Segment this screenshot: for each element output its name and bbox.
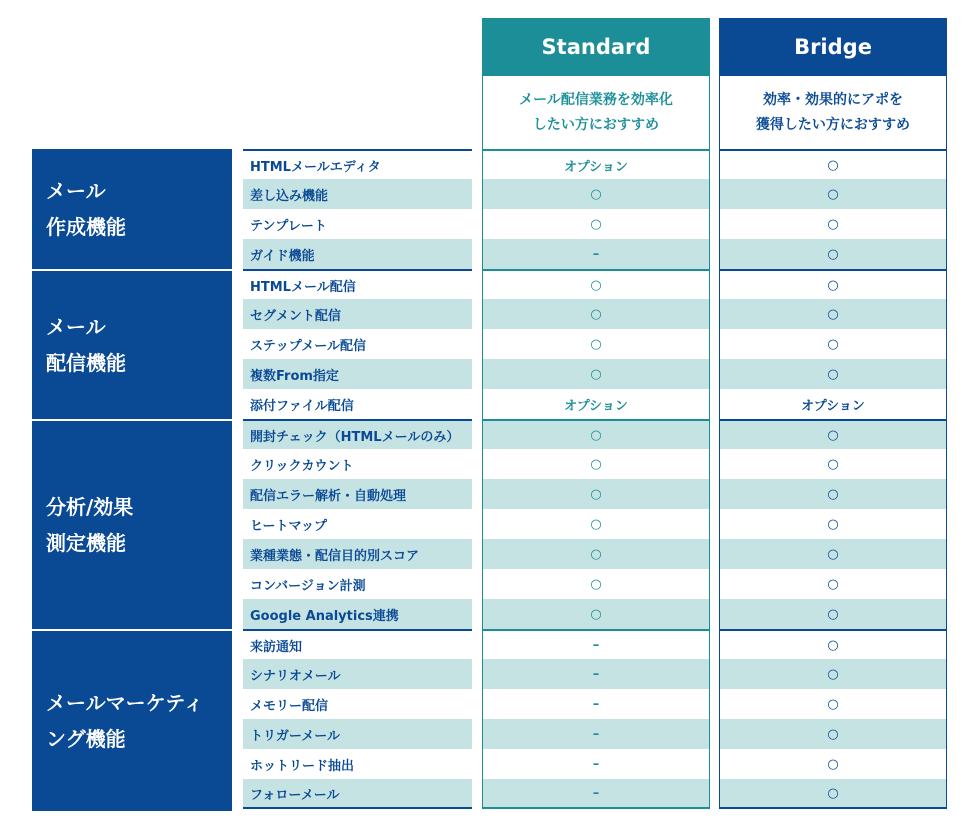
table-row	[0, 359, 980, 389]
bridge-value: ○	[719, 419, 947, 449]
bridge-value: ○	[719, 779, 947, 809]
bridge-value: ○	[719, 299, 947, 329]
bridge-value: ○	[719, 599, 947, 629]
standard-plan-description	[482, 76, 710, 150]
bridge-value: ○	[719, 149, 947, 179]
feature-name: ホットリード抽出	[250, 758, 355, 774]
standard-value: ○	[482, 179, 710, 209]
bridge-plan-description-text: 効率・効果的にアポを 獲得したい方におすすめ	[755, 92, 911, 133]
standard-value: ○	[482, 419, 710, 449]
table-row	[0, 239, 980, 269]
bridge-value: ○	[719, 509, 947, 539]
table-row	[0, 719, 980, 749]
standard-value: ○	[482, 359, 710, 389]
table-row	[0, 539, 980, 569]
bridge-value: ○	[719, 209, 947, 239]
feature-name: ガイド機能	[243, 239, 472, 269]
bridge-value: ○	[719, 569, 947, 599]
feature-name: 添付ファイル配信	[250, 398, 354, 414]
bridge-value: ○	[719, 239, 947, 269]
standard-value: ○	[482, 539, 710, 569]
standard-plan-header	[482, 18, 710, 76]
table-row	[0, 479, 980, 509]
table-row	[0, 599, 980, 629]
bridge-value: ○	[719, 749, 947, 779]
category-label: 分析/効果 測定機能	[46, 495, 134, 555]
standard-value: –	[482, 239, 710, 269]
table-row	[0, 629, 980, 659]
feature-name: セグメント配信	[243, 299, 472, 329]
feature-name: 業種業態・配信目的別スコア	[243, 539, 472, 569]
table-row	[0, 509, 980, 539]
feature-name: メモリー配信	[250, 698, 329, 714]
bridge-value: ○	[719, 659, 947, 689]
table-row	[0, 329, 980, 359]
feature-name: HTMLメール配信	[243, 269, 472, 299]
standard-value: –	[482, 749, 710, 779]
feature-name: コンバージョン計測	[250, 578, 366, 594]
standard-plan-description-text: メール配信業務を効率化 したい方におすすめ	[519, 92, 673, 133]
standard-value: –	[482, 659, 710, 689]
bridge-value: ○	[719, 689, 947, 719]
standard-value: オプション	[482, 389, 710, 419]
table-row	[0, 209, 980, 239]
feature-name: 来訪通知	[243, 629, 472, 659]
feature-name: テンプレート	[250, 218, 327, 234]
bridge-value: ○	[719, 539, 947, 569]
table-row	[0, 419, 980, 449]
category-label: メールマーケティ ング機能	[46, 691, 204, 751]
standard-value: –	[482, 779, 710, 809]
bridge-plan-header	[719, 18, 947, 76]
feature-name: トリガーメール	[243, 719, 472, 749]
feature-name: フォローメール	[243, 779, 472, 809]
category-label: メール 作成機能	[46, 179, 126, 239]
feature-name: クリックカウント	[250, 458, 354, 474]
bridge-value: ○	[719, 269, 947, 299]
bridge-value: ○	[719, 479, 947, 509]
standard-value: ○	[482, 599, 710, 629]
table-row	[0, 659, 980, 689]
feature-name: 配信エラー解析・自動処理	[243, 479, 472, 509]
bridge-value: ○	[719, 719, 947, 749]
standard-value: ○	[482, 449, 710, 479]
feature-name: シナリオメール	[243, 659, 472, 689]
category-label: メール 配信機能	[46, 315, 126, 375]
standard-plan-name: Standard	[541, 35, 651, 59]
table-row	[0, 689, 980, 719]
table-row	[0, 569, 980, 599]
table-row	[0, 179, 980, 209]
feature-name: ステップメール配信	[250, 338, 366, 354]
standard-value: ○	[482, 569, 710, 599]
feature-name: Google Analytics連携	[243, 599, 472, 629]
table-row	[0, 389, 980, 419]
bridge-value: オプション	[719, 389, 947, 419]
table-row	[0, 779, 980, 809]
standard-value: ○	[482, 209, 710, 239]
feature-name: 差し込み機能	[243, 179, 472, 209]
bridge-value: ○	[719, 449, 947, 479]
bridge-value: ○	[719, 359, 947, 389]
feature-name: ヒートマップ	[250, 518, 327, 534]
bridge-value: ○	[719, 329, 947, 359]
standard-value: オプション	[482, 149, 710, 179]
standard-value: –	[482, 629, 710, 659]
table-row	[0, 299, 980, 329]
feature-name: 複数From指定	[243, 359, 472, 389]
bridge-plan-name: Bridge	[794, 35, 872, 59]
standard-value: ○	[482, 329, 710, 359]
table-row	[0, 449, 980, 479]
standard-value: ○	[482, 509, 710, 539]
bridge-value: ○	[719, 629, 947, 659]
standard-value: ○	[482, 299, 710, 329]
standard-value: –	[482, 719, 710, 749]
table-row	[0, 269, 980, 299]
table-row	[0, 749, 980, 779]
table-row	[0, 149, 980, 179]
feature-name: 開封チェック（HTMLメールのみ）	[243, 419, 472, 449]
standard-value: –	[482, 689, 710, 719]
bridge-value: ○	[719, 179, 947, 209]
bridge-plan-description	[719, 76, 947, 150]
feature-name: HTMLメールエディタ	[243, 149, 472, 179]
standard-value: ○	[482, 269, 710, 299]
standard-value: ○	[482, 479, 710, 509]
